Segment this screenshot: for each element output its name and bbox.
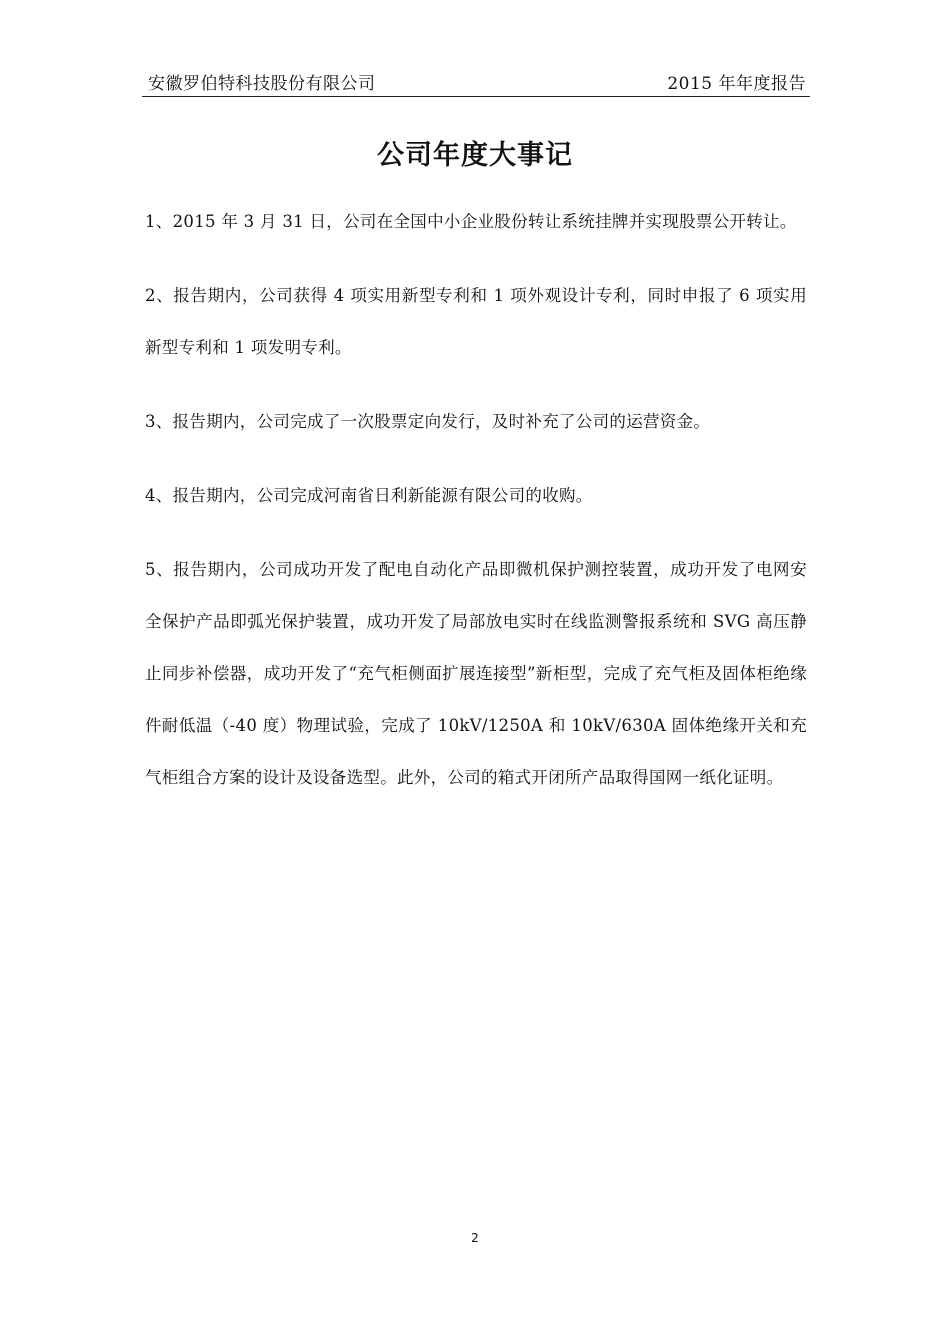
events-list (145, 196, 807, 826)
event-paragraph-1: 1、2015 年 3 月 31 日，公司在全国中小企业股份转让系统挂牌并实现股票公开转让。 (145, 212, 797, 231)
page-number: 2 (471, 1231, 479, 1245)
event-paragraph-3: 3、报告期内，公司完成了一次股票定向发行，及时补充了公司的运营资金。 (145, 412, 711, 431)
page-title: 公司年度大事记 (377, 140, 573, 171)
event-paragraph-4: 4、报告期内，公司完成河南省日利新能源有限公司的收购。 (145, 486, 593, 505)
header-report-title: 2015 年年度报告 (667, 74, 806, 94)
event-paragraph-2: 2、报告期内，公司获得 4 项实用新型专利和 1 项外观设计专利，同时申报了 6 项实用新型专利和 1 项发明专利。 (145, 286, 807, 357)
event-paragraph-5: 5、报告期内，公司成功开发了配电自动化产品即微机保护测控装置，成功开发了电网安全保护产品即弧光保护装置，成功开发了局部放电实时在线监测警报系统和 SVG 高压静止同步补偿器，成功开发了“充气柜侧面扩展连接型”新柜型，完成了充气柜及固体柜绝缘件耐低温（-40 度）物理试验，完成了 10kV/1250A 和 10kV/630A 固体绝缘开关和充气柜组合方案的设计及设备选型。此外，公司的箱式开闭所产品取得国网一纸化证明。 (145, 560, 807, 787)
page-header (142, 66, 810, 97)
header-company-name: 安徽罗伯特科技股份有限公司 (148, 74, 376, 94)
